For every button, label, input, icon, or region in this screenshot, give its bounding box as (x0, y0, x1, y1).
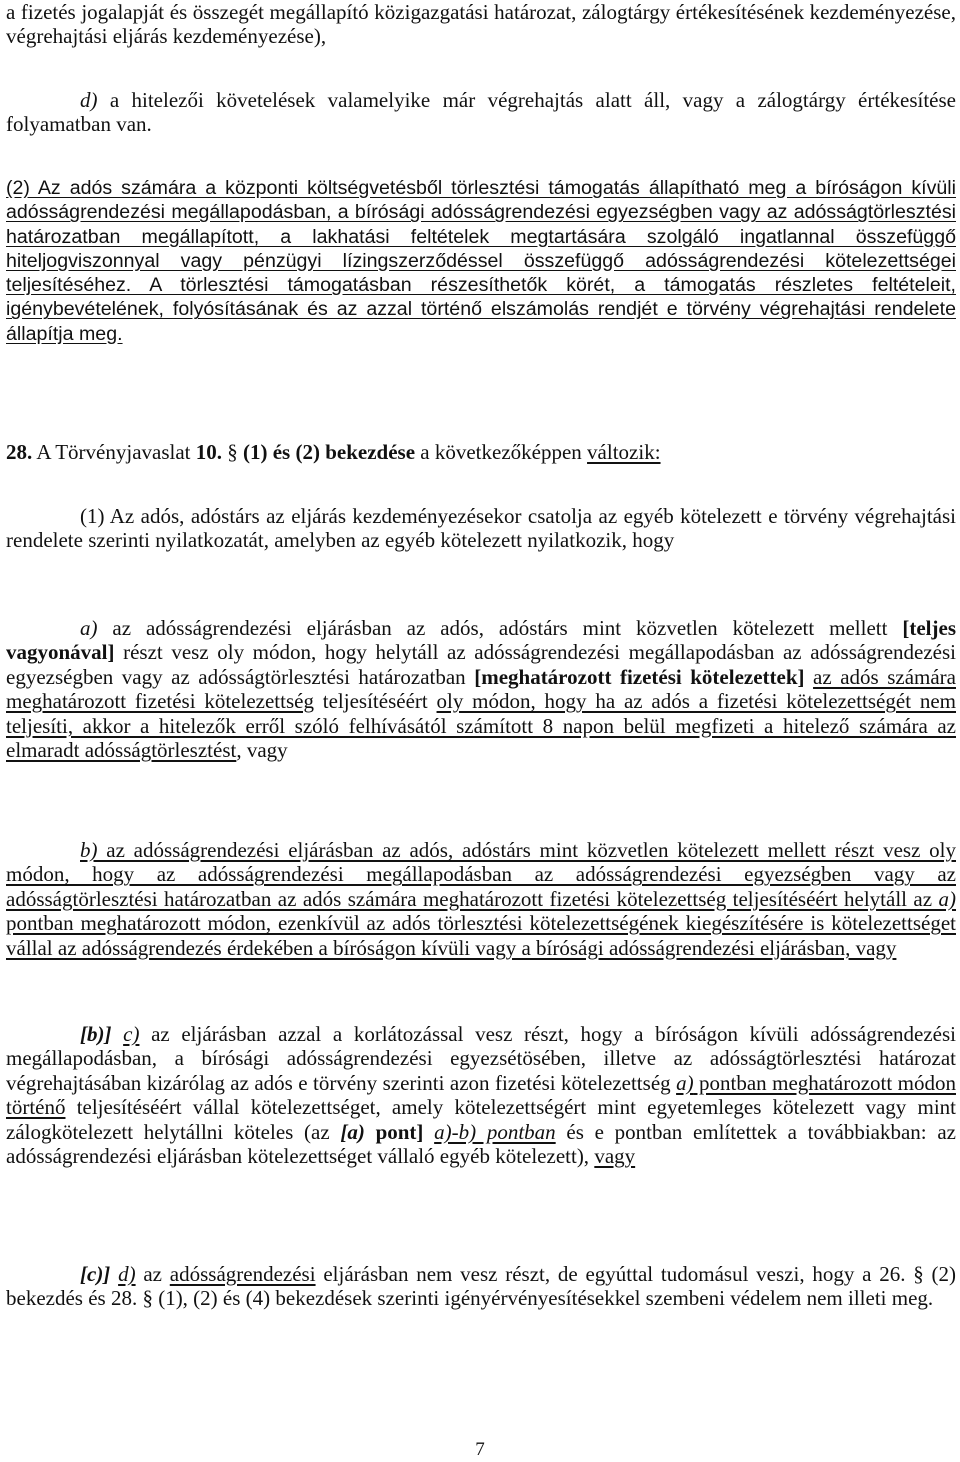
inserted-text: adósságrendezési (169, 1262, 316, 1286)
inserted-text: a)-b) pontban (434, 1119, 556, 1144)
point-label: a) (80, 616, 98, 640)
paragraph-text: (1) Az adós, adóstárs az eljárás kezdeményezésekor csatolja az egyéb kötelezett e törvény végrehajtási rendelete szerinti nyilatkozatát, amelyben az egyéb kötelezett nyilatkozik, hogy (6, 504, 956, 553)
point-b: b) az adósságrendezési eljárásban az adós, adóstárs mint közvetlen kötelezett mellett részt vesz oly módon, hogy az adósságrendezési megállapodásban az adósságrendezési egyezségben vagy az adósságtörlesztési határozatban az adós számára meghatározott fizetési kötelezettség teljesítéséért helytáll az a) pontban meghatározott módon, ezenkívül az adós törlesztési kötelezettségének kiegészítésére is kötelezettséget vállal az adósságrendezés érdekében a bíróságon kívüli vagy a bírósági adósságrendezési eljárásban, vagy (6, 838, 956, 960)
deleted-label: [b)] (80, 1022, 112, 1046)
deleted-text: pont] (364, 1119, 424, 1144)
inserted-text: oly módon, hogy ha az adós a fizetési kötelezettségét nem teljesíti, akkor a hitelezők erről szóló felhívásától számított 8 napon belül megfizeti a hitelező számára az elmaradt adósságtörlesztést (6, 689, 956, 763)
paragraph-text: a hitelezői követelések valamelyike már végrehajtás alatt áll, vagy a zálogtárgy értékesítése folyamatban van. (6, 88, 956, 137)
inserted-text: az adós számára meghatározott fizetési kötelezettség (6, 664, 956, 714)
paragraph-section-2 (6, 176, 956, 346)
amendment-heading: 28. A Törvényjavaslat 10. § (1) és (2) bekezdése a következőképpen változik: (6, 440, 661, 464)
paragraph-text: (2) Az adós számára a központi költségvetésből törlesztési támogatás állapítható meg a bíróságon kívüli adósságrendezési megállapodásban, a bírósági adósságrendezési egyezségben vagy az adósságtörlesztési határozatban megállapított, a lakhatási feltételek megtartására szolgáló ingatlannal összefüggő hiteljogviszonnyal vagy pénzügyi lízingszerződéssel összefüggő adósságrendezési kötelezettségei teljesítéséhez. A törlesztési támogatásban részesíthetők körét, a támogatás részletes feltételeit, igénybevételének, folyósításának és az azzal történő elszámolás rendjét e törvény végrehajtási rendelete állapítja meg. (6, 177, 956, 345)
paragraph-section-1 (6, 504, 956, 553)
point-label: d) (80, 88, 98, 112)
paragraph-continued (6, 0, 956, 49)
point-label: d) (118, 1262, 136, 1286)
paragraph-text: a fizetés jogalapját és összegét megállapító közigazgatási határozat, zálogtárgy értékesítésének kezdeményezése, végrehajtási eljárás kezdeményezése), (6, 0, 956, 49)
deleted-label: [c)] (80, 1262, 111, 1286)
point-label: b) (80, 838, 98, 862)
deleted-text: [teljes vagyonával] (6, 616, 956, 665)
point-a: a) az adósságrendezési eljárásban az adós, adóstárs mint közvetlen kötelezett mellett [teljes vagyonával] részt vesz oly módon, hogy helytáll az adósságrendezési megállapodásban az adósságrendezési egyezségben vagy az adósságtörlesztési határozatban [meghatározott fizetési kötelezettek] az adós számára meghatározott fizetési kötelezettség teljesítéséért oly módon, hogy ha az adós a fizetési kötelezettségét nem teljesíti, akkor a hitelezők erről szóló felhívásától számított 8 napon belül megfizeti a hitelező számára az elmaradt adósságtörlesztést, vagy (6, 616, 956, 763)
deleted-text: [meghatározott fizetési kötelezettek] (474, 664, 805, 689)
inserted-text: pontban meghatározott módon történő (6, 1070, 956, 1120)
point-label: c) (123, 1022, 140, 1046)
page-number: 7 (475, 1439, 485, 1460)
point-d: [c)] d) az adósságrendezési eljárásban nem vesz részt, de egyúttal tudomásul veszi, hogy a 26. § (2) bekezdés és 28. § (1), (2) és (4) bekezdések szerinti igényérvényesítésekkel szembeni védelem nem illeti meg. (6, 1262, 956, 1311)
point-c: [b)] c) az eljárásban azzal a korlátozással vesz részt, hogy a bíróságon kívüli adósságrendezési megállapodásban, a bírósági adósságrendezési egyezsétösében, illetve az adósságtörlesztési határozat végrehajtásában kizárólag az adós e törvény szerinti azon fizetési kötelezettség a) pontban meghatározott módon történő teljesítéséért vállal kötelezettséget, amely kötelezettségért mint egyetemleges kötelezett vagy mint zálogkötelezett helytállni köteles (az [a) pont] a)-b) pontban és e pontban említettek a továbbiakban: az adósságrendezési eljárásban kötelezettséget vállaló egyéb kötelezett), vagy (6, 1022, 956, 1169)
deleted-text: [a) (340, 1119, 365, 1144)
inserted-text: vagy (594, 1144, 636, 1169)
paragraph-d (6, 88, 956, 137)
amendment-number: 28. (6, 440, 33, 464)
